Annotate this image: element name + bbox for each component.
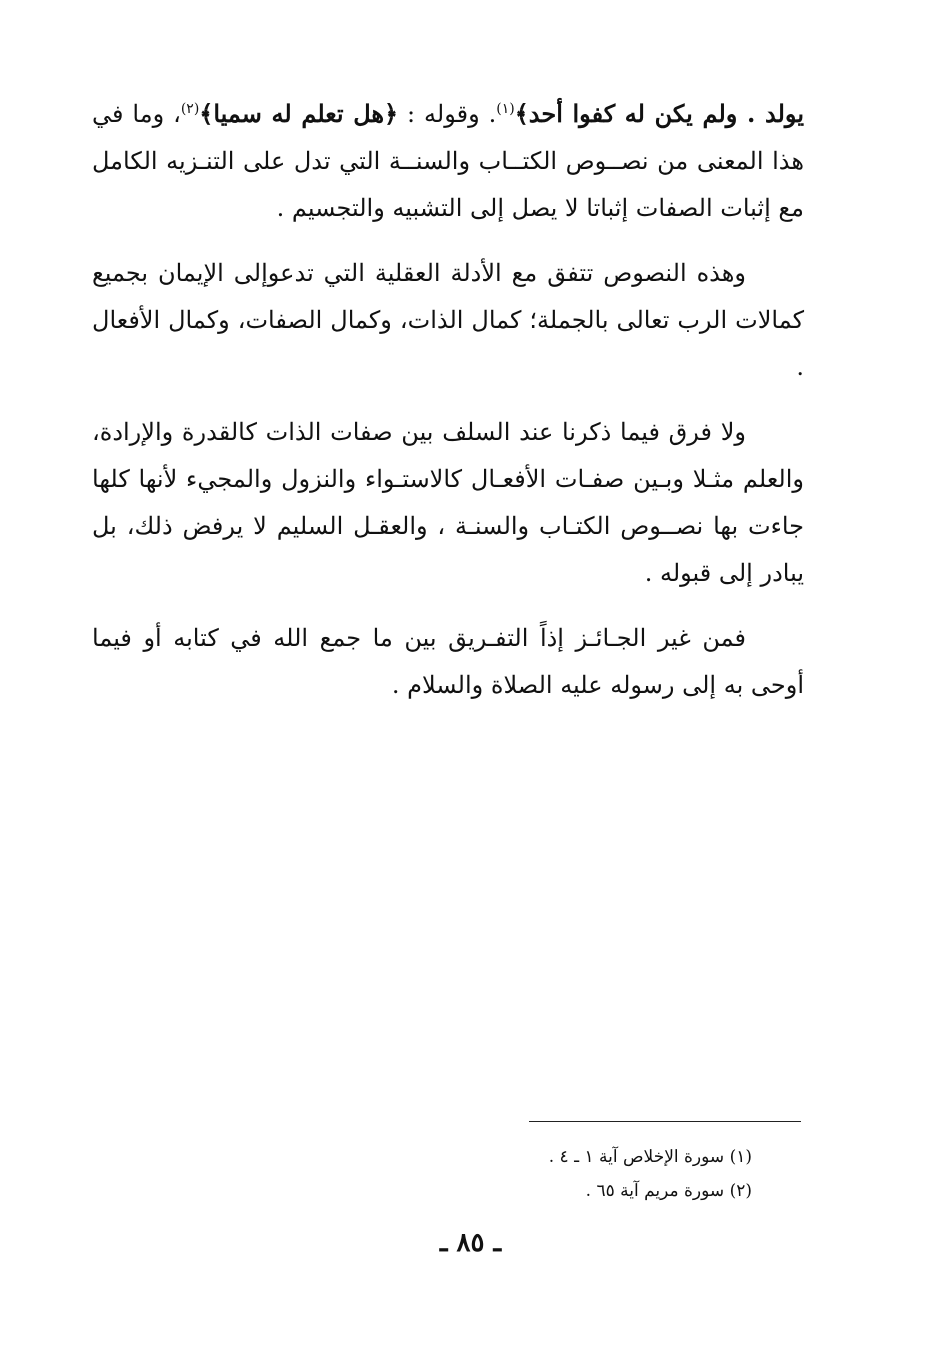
- paragraph-3: ولا فرق فيما ذكرنا عند السلف بين صفات الذات كالقدرة والإرادة، والعلم مثـلا وبـين صفـات الأفعـال كالاستـواء والنزول والمجيء لأنها كلها جاءت بها نصــوص الكتـاب والسنـة ، والعقـل السليم لا يرفض ذلك، بل يبادر إلى قبوله .: [92, 418, 804, 587]
- paragraph-1-middle: . وقوله :: [398, 100, 497, 128]
- paragraph-2: وهذه النصوص تتفق مع الأدلة العقلية التي تدعوإلى الإيمان بجميع كمالات الرب تعالى بالجملة؛ كمال الذات، وكمال الصفات، وكمال الأفعال .: [92, 259, 804, 381]
- footnote-2: (٢) سورة مريم آية ٦٥ .: [585, 1181, 752, 1201]
- body-text: [92, 90, 804, 727]
- footnote-ref-2: (٢): [180, 101, 200, 117]
- page-number: ـ ٨٥ ـ: [439, 1228, 502, 1258]
- paragraph-4: فمن غير الجـائـز إذاً التفـريق بين ما جمع الله في كتابه أو فيما أوحى به إلى رسوله عليه الصلاة والسلام .: [92, 624, 804, 699]
- paragraph-1: [92, 90, 804, 232]
- footnote-ref-1: (١): [496, 101, 515, 117]
- footnote-1: (١) سورة الإخلاص آية ١ ـ ٤ .: [548, 1147, 752, 1167]
- paragraph-1-rest: ، وما في هذا المعنى من نصــوص الكتــاب والسنــة التي تدل على التنـزيه الكامل مع إثبات الصفات إثباتا لا يصل إلى التشبيه والتجسيم .: [92, 100, 805, 222]
- footnotes: [440, 1140, 752, 1208]
- quran-quote-2: ﴿هل تعلم له سميا﴾: [199, 99, 399, 128]
- quran-quote-1: يولد . ولم يكن له كفوا أحد﴾: [514, 99, 804, 128]
- footnote-divider: [529, 1121, 801, 1122]
